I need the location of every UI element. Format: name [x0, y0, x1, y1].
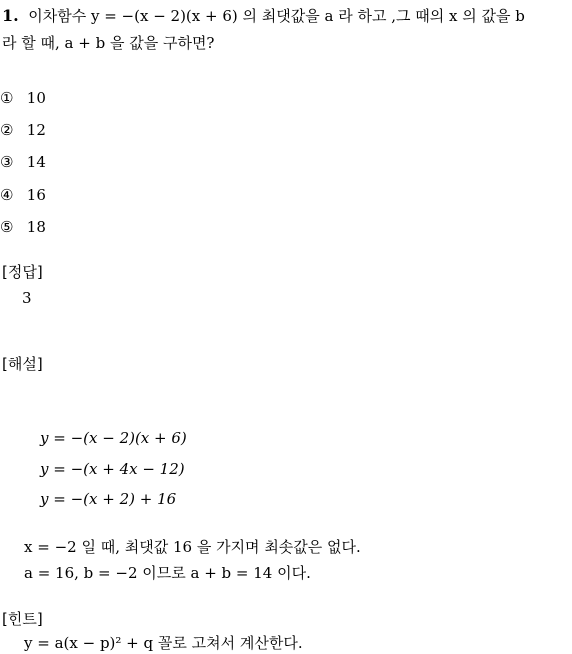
solution-label: [해설]	[2, 355, 43, 373]
choice-mark: ④	[0, 186, 14, 204]
choice-mark: ⑤	[0, 218, 14, 236]
question-text-line1: 이차함수 y = −(x − 2)(x + 6) 의 최댓값을 a 라 하고 ,그 때의 x 의 값을 b	[28, 7, 525, 25]
solution-line-1: x = −2 일 때, 최댓값 16 을 가지며 최솟값은 없다.	[24, 538, 361, 556]
solution-line-2: a = 16, b = −2 이므로 a + b = 14 이다.	[24, 564, 311, 582]
question-number: 1.	[2, 6, 19, 25]
choice-mark: ③	[0, 153, 14, 171]
choice-1[interactable]	[0, 88, 46, 108]
choice-4[interactable]	[0, 185, 46, 205]
hint-text: y = a(x − p)² + q 꼴로 고쳐서 계산한다.	[24, 634, 303, 652]
solution-equation-2: y = −(x + 4x − 12)	[40, 460, 185, 478]
choice-value: 18	[26, 218, 46, 236]
choice-value: 12	[26, 121, 46, 139]
choice-2[interactable]	[0, 120, 46, 140]
question-text-line2: 라 할 때, a + b 을 값을 구하면?	[2, 34, 215, 52]
answer-label: [정답]	[2, 263, 43, 281]
hint-label: [힌트]	[2, 610, 43, 628]
question-header	[2, 6, 525, 26]
choice-mark: ②	[0, 121, 14, 139]
choice-5[interactable]	[0, 217, 46, 237]
choice-mark: ①	[0, 89, 14, 107]
solution-equation-1: y = −(x − 2)(x + 6)	[40, 429, 187, 447]
solution-equation-3: y = −(x + 2) + 16	[40, 490, 177, 508]
choice-value: 10	[26, 89, 46, 107]
choice-value: 14	[26, 153, 46, 171]
answer-value: 3	[22, 289, 32, 307]
choice-value: 16	[26, 186, 46, 204]
choice-3[interactable]	[0, 152, 46, 172]
